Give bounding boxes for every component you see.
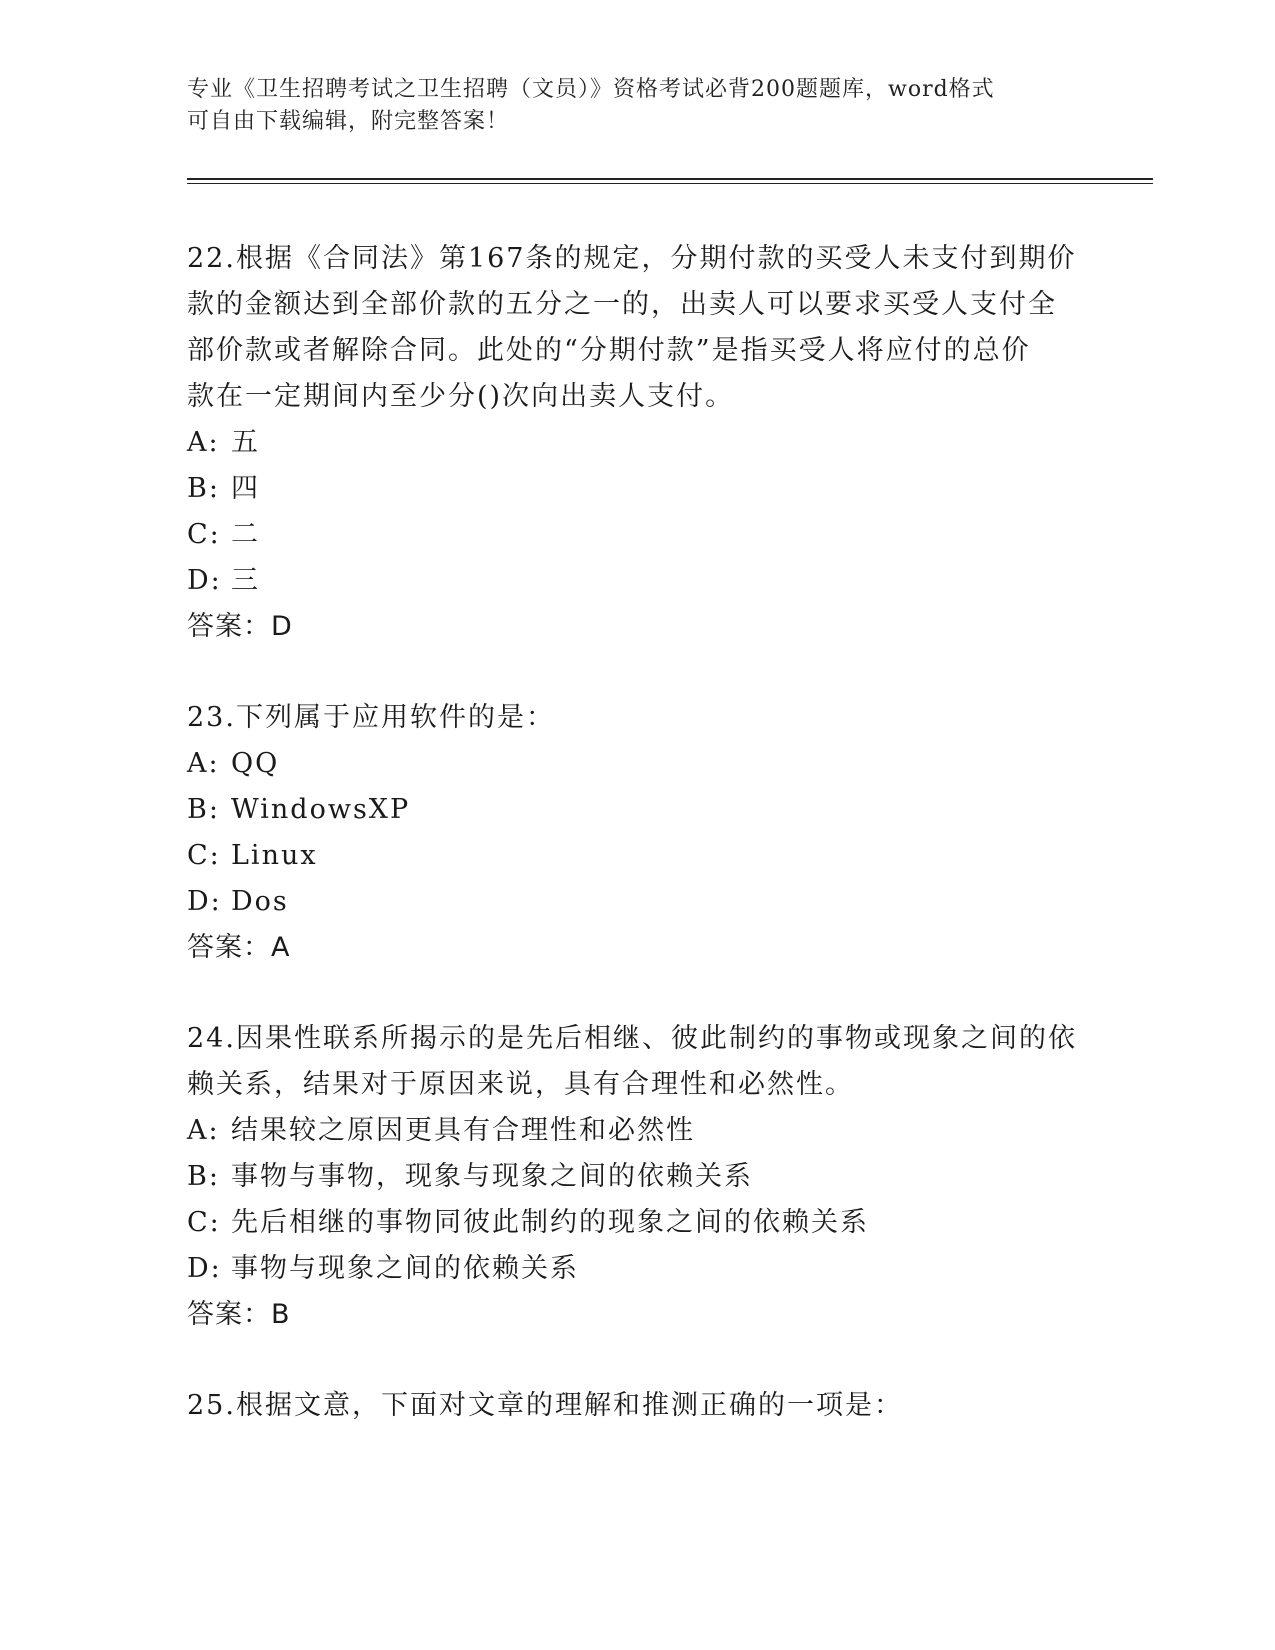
header-divider-thick bbox=[187, 178, 1153, 180]
option-d bbox=[187, 879, 1087, 925]
answer-line: 答案：D bbox=[187, 611, 293, 642]
question-24 bbox=[187, 1016, 1087, 1338]
option-b bbox=[187, 787, 1087, 833]
option-text: 二 bbox=[231, 519, 260, 550]
option-c bbox=[187, 833, 1087, 879]
question-text-line: 款的金额达到全部价款的五分之一的，出卖人可以要求买受人支付全 bbox=[187, 289, 1057, 320]
option-b bbox=[187, 1154, 1087, 1200]
option-key: B: bbox=[187, 794, 220, 825]
option-key: D: bbox=[187, 886, 222, 917]
header-line-1: 专业《卫生招聘考试之卫生招聘（文员）》资格考试必背200题题库，word格式 bbox=[187, 77, 995, 102]
question-text-line: 24.因果性联系所揭示的是先后相继、彼此制约的事物或现象之间的依 bbox=[187, 1023, 1077, 1054]
question-text-line: 赖关系，结果对于原因来说，具有合理性和必然性。 bbox=[187, 1069, 854, 1100]
option-text: WindowsXP bbox=[231, 794, 411, 825]
option-a bbox=[187, 741, 1087, 787]
option-key: D: bbox=[187, 565, 222, 596]
option-d bbox=[187, 1246, 1087, 1292]
option-key: C: bbox=[187, 840, 221, 871]
question-text-line: 22.根据《合同法》第167条的规定，分期付款的买受人未支付到期价 bbox=[187, 243, 1077, 274]
option-text: Dos bbox=[231, 886, 289, 917]
question-text-line: 款在一定期间内至少分()次向出卖人支付。 bbox=[187, 381, 735, 412]
option-key: C: bbox=[187, 519, 221, 550]
option-d bbox=[187, 558, 1087, 604]
option-a bbox=[187, 1108, 1087, 1154]
question-text-line: 25.根据文意，下面对文章的理解和推测正确的一项是： bbox=[187, 1390, 903, 1421]
option-text: QQ bbox=[231, 748, 280, 779]
option-key: B: bbox=[187, 1161, 220, 1192]
answer-line: 答案：A bbox=[187, 932, 291, 963]
option-text: 三 bbox=[231, 565, 260, 596]
option-key: D: bbox=[187, 1253, 222, 1284]
option-c bbox=[187, 512, 1087, 558]
question-text-line: 23.下列属于应用软件的是： bbox=[187, 702, 555, 733]
option-text: 事物与事物，现象与现象之间的依赖关系 bbox=[231, 1161, 753, 1192]
option-key: C: bbox=[187, 1207, 221, 1238]
option-key: A: bbox=[187, 427, 220, 458]
option-text: 先后相继的事物同彼此制约的现象之间的依赖关系 bbox=[231, 1207, 869, 1238]
option-key: B: bbox=[187, 473, 220, 504]
option-b bbox=[187, 466, 1087, 512]
option-text: 结果较之原因更具有合理性和必然性 bbox=[231, 1115, 695, 1146]
question-22 bbox=[187, 236, 1087, 650]
option-text: Linux bbox=[231, 840, 318, 871]
option-text: 四 bbox=[231, 473, 260, 504]
header-line-2: 可自由下载编辑，附完整答案！ bbox=[187, 109, 510, 134]
header-divider-thin bbox=[187, 183, 1153, 184]
question-25 bbox=[187, 1383, 1087, 1429]
question-23 bbox=[187, 695, 1087, 971]
option-text: 五 bbox=[231, 427, 260, 458]
option-text: 事物与现象之间的依赖关系 bbox=[231, 1253, 579, 1284]
option-c bbox=[187, 1200, 1087, 1246]
option-a bbox=[187, 420, 1087, 466]
document-header bbox=[187, 74, 1067, 138]
option-key: A: bbox=[187, 1115, 220, 1146]
option-key: A: bbox=[187, 748, 220, 779]
question-text-line: 部价款或者解除合同。此处的“分期付款”是指买受人将应付的总价 bbox=[187, 335, 1031, 366]
question-list bbox=[187, 236, 1087, 1474]
answer-line: 答案：B bbox=[187, 1299, 291, 1330]
